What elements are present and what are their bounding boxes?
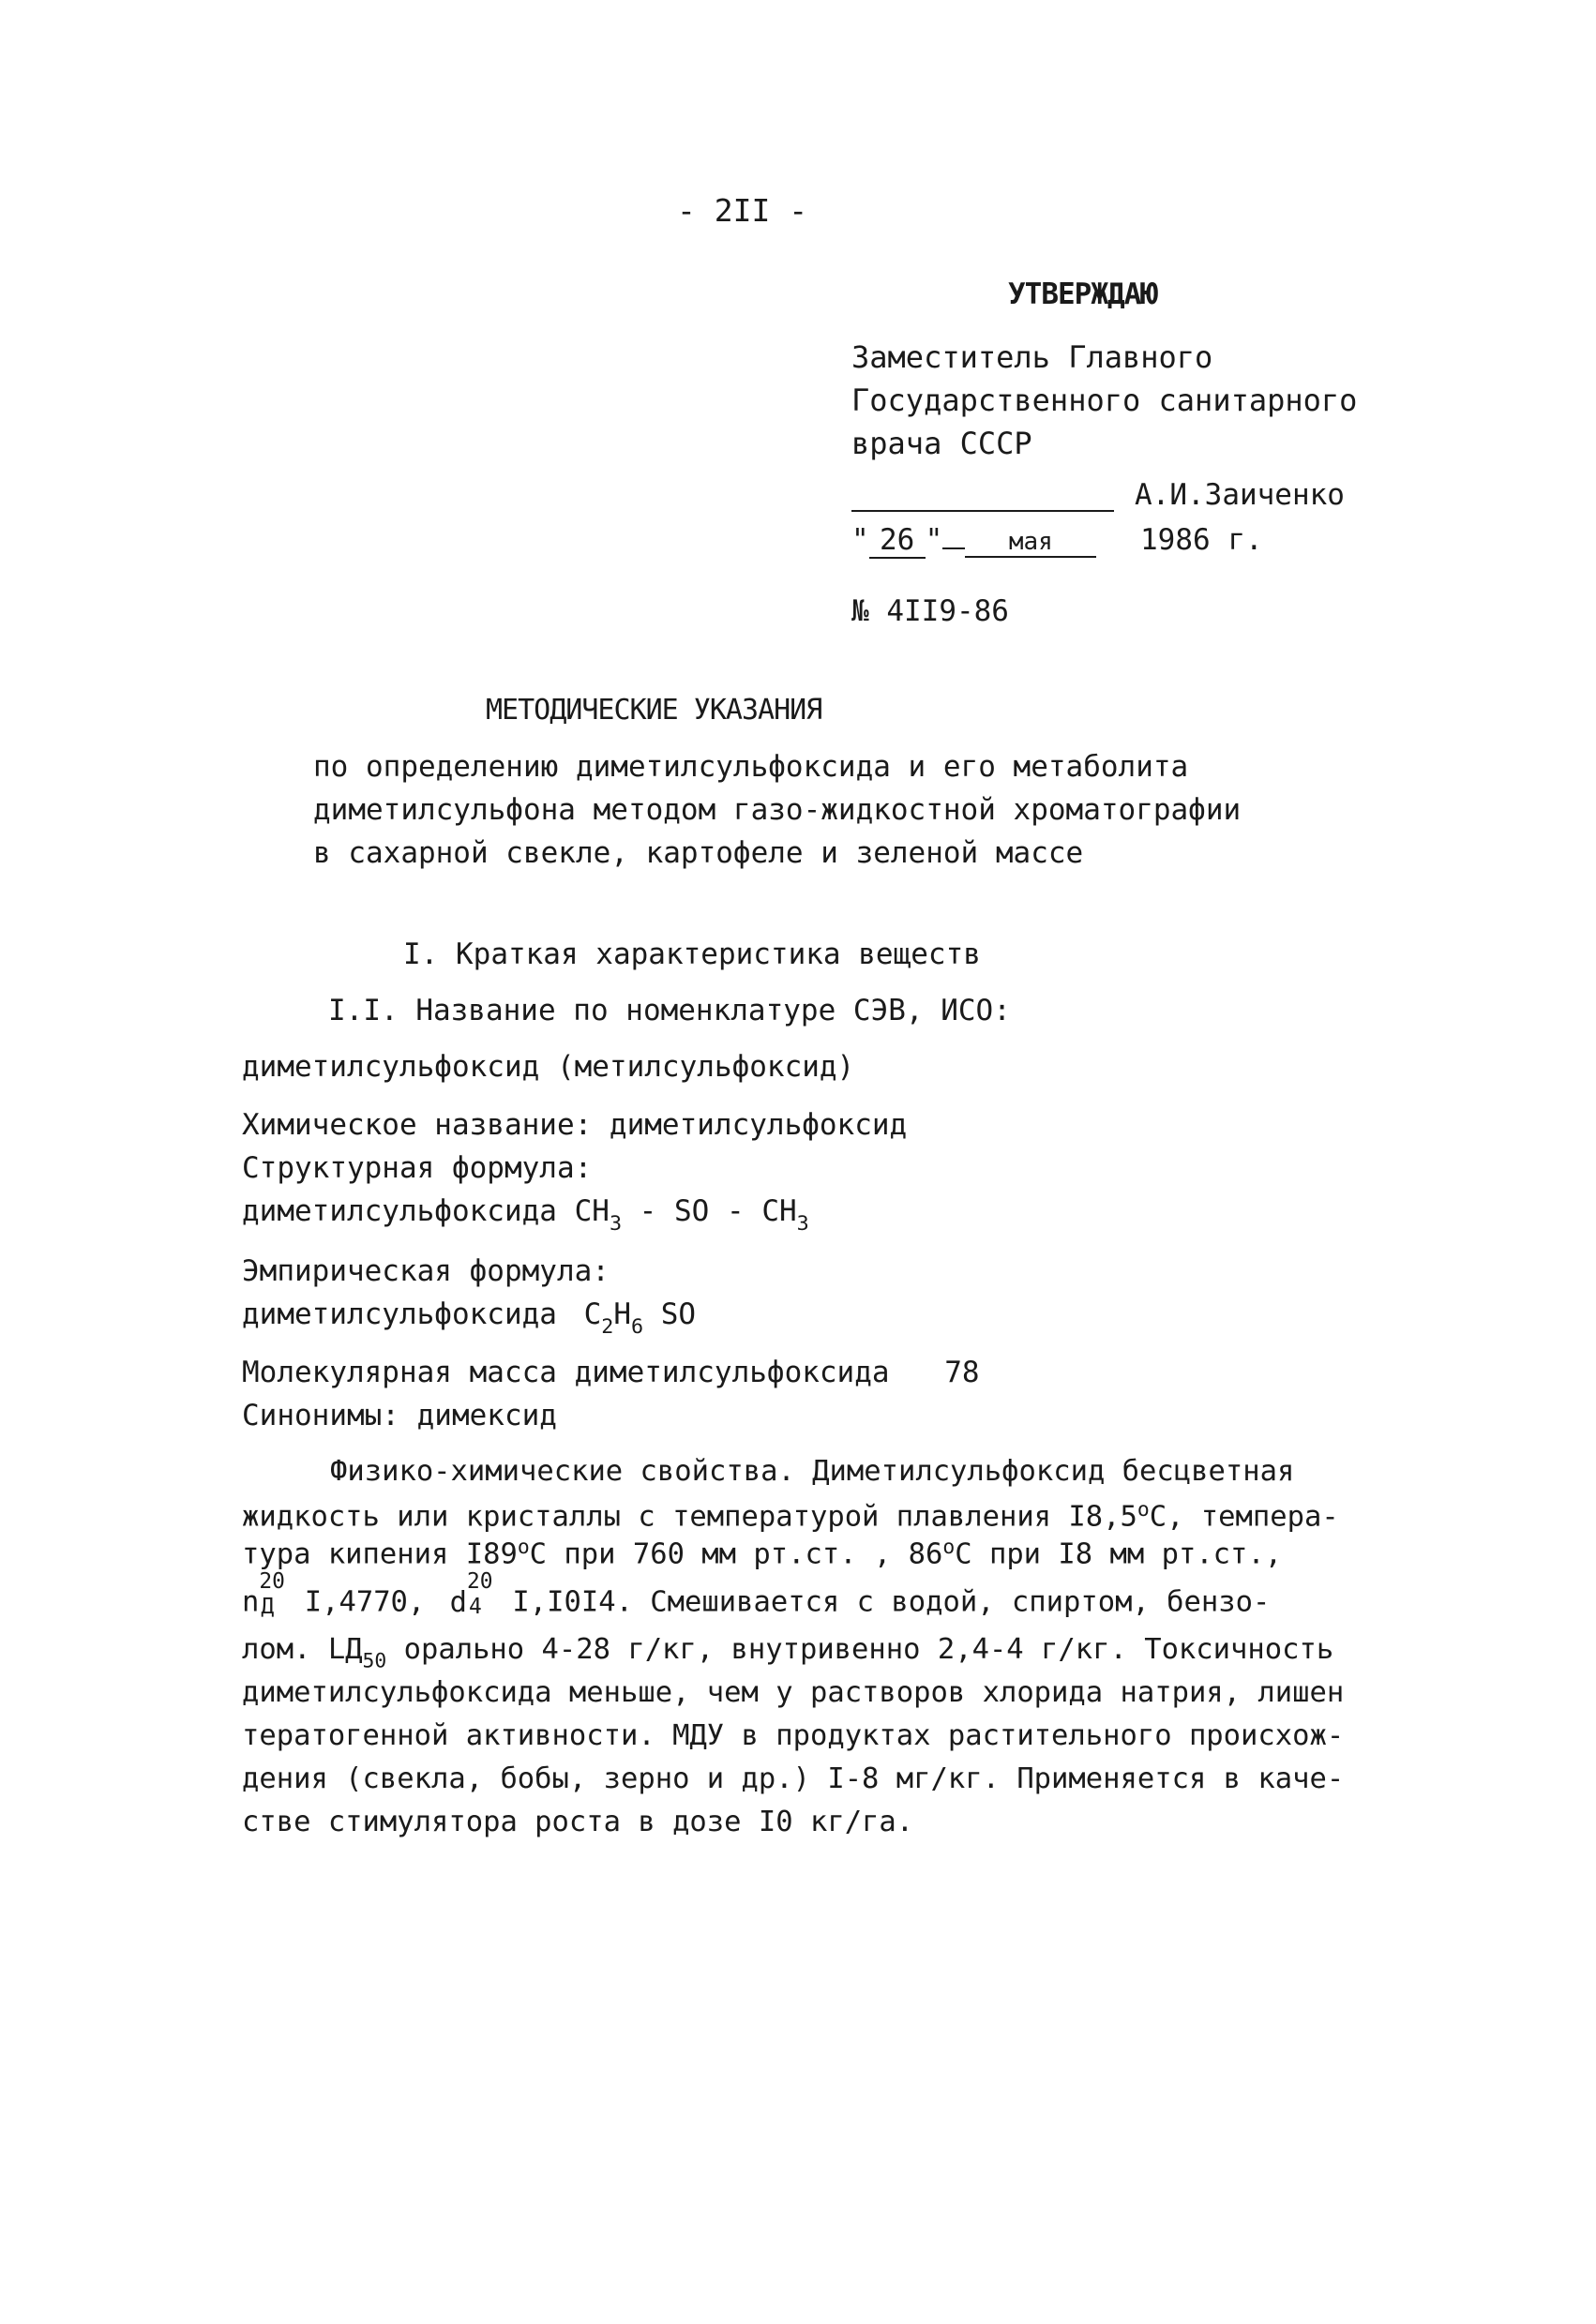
refractive-index-symbol: n [242, 1585, 260, 1619]
structural-formula [242, 1194, 809, 1236]
para-text: тура кипения I89 [242, 1537, 518, 1571]
para-text: I,I0I4. Смешивается с водой, спиртом, бензо- [495, 1585, 1271, 1619]
chemical-name: Химическое название: диметилсульфоксид [242, 1108, 908, 1142]
empirical-formula-label: Эмпирическая формула: [242, 1254, 610, 1288]
para-text: лом. LД [242, 1633, 363, 1666]
density-indices [467, 1569, 495, 1619]
para-text: орально 4-28 г/кг, внутривенно 2,4-4 г/кг. Токсичность [386, 1633, 1334, 1666]
degree-sign: o [1137, 1498, 1150, 1522]
section-heading-1-1: I.I. Название по номенклатуре СЭВ, ИСО: [328, 994, 1011, 1027]
date-month: мая [965, 528, 1096, 558]
date-open-quote: " [851, 523, 869, 557]
paragraph-line-2 [242, 1498, 1339, 1534]
paragraph-line-3 [242, 1536, 1282, 1571]
paragraph-line-4 [242, 1569, 1271, 1619]
structural-formula-label: Структурная формула: [242, 1151, 593, 1185]
document-type-heading: МЕТОДИЧЕСКИЕ УКАЗАНИЯ [486, 694, 822, 727]
paragraph-line-5 [242, 1633, 1333, 1673]
index-superscript: 20 [467, 1569, 493, 1595]
substance-name: диметилсульфоксид (метилсульфоксид) [242, 1050, 855, 1084]
molecular-mass [242, 1356, 980, 1389]
empirical-formula-prefix: диметилсульфоксида [242, 1297, 557, 1331]
approval-line-3: врача СССР [851, 426, 1032, 461]
formula-h: H [613, 1297, 632, 1331]
date-close-quote: " [925, 523, 943, 557]
formula-sub: 6 [631, 1314, 644, 1339]
paragraph-line-1: Физико-химические свойства. Диметилсульфоксид бесцветная [330, 1455, 1295, 1488]
formula-sub: 3 [796, 1211, 809, 1236]
index-superscript: 20 [259, 1569, 285, 1595]
page-number: - 2II - [677, 192, 808, 229]
molecular-mass-label: Молекулярная масса диметилсульфоксида [242, 1356, 890, 1389]
signer-name: А.И.Заиченко [1135, 478, 1345, 512]
degree-sign: o [517, 1536, 530, 1559]
paragraph-line-8: дения (свекла, бобы, зерно и др.) I-8 мг/кг. Применяется в каче- [242, 1762, 1345, 1795]
date-year: 1986 г. [1140, 523, 1263, 557]
subtitle-line-2: диметилсульфона методом газо-жидкостной хроматографии [313, 793, 1242, 827]
refractive-index-indices [259, 1569, 287, 1619]
formula-sub: 2 [601, 1314, 614, 1339]
molecular-mass-value: 78 [944, 1356, 980, 1389]
date-day: 26 [869, 523, 926, 559]
date-gap [942, 547, 965, 549]
formula-sub: 3 [609, 1211, 623, 1236]
paragraph-line-7: тератогенной активности. МДУ в продуктах растительного происхож- [242, 1719, 1345, 1752]
paragraph-line-9: стве стимулятора роста в дозе I0 кг/га. [242, 1806, 914, 1838]
para-text: жидкость или кристаллы с температурой плавления I8,5 [242, 1500, 1137, 1534]
subtitle-line-1: по определению диметилсульфоксида и его метаболита [313, 750, 1189, 784]
formula-mid: - SO - CH [622, 1194, 797, 1228]
approval-line-2: Государственного санитарного [851, 382, 1358, 418]
document-number: № 4II9-86 [851, 594, 1009, 628]
subtitle-line-3: в сахарной свекле, картофеле и зеленой массе [313, 836, 1084, 870]
synonyms: Синонимы: димексид [242, 1399, 557, 1432]
paragraph-line-6: диметилсульфоксида меньше, чем у растворов хлорида натрия, лишен [242, 1676, 1345, 1709]
approval-date [851, 523, 1263, 559]
index-subscript: Д [261, 1594, 275, 1619]
structural-formula-prefix: диметилсульфоксида [242, 1194, 557, 1228]
degree-sign: o [942, 1536, 956, 1559]
approval-line-1: Заместитель Главного [851, 339, 1213, 375]
para-text: С, темпера- [1149, 1500, 1339, 1534]
section-heading-1: I. Краткая характеристика веществ [403, 937, 981, 971]
empirical-formula [242, 1297, 696, 1339]
signature-line [851, 484, 1114, 512]
formula-so: SO [660, 1297, 697, 1331]
index-subscript: 4 [469, 1594, 482, 1619]
density-symbol: d [449, 1585, 468, 1619]
approval-title: УТВЕРЖДАЮ [1008, 277, 1157, 311]
formula-ch3-a: CH [574, 1194, 610, 1228]
para-text: I,4770, [287, 1585, 426, 1619]
para-text: С при 760 мм рт.ст. , 86 [529, 1537, 943, 1571]
ld50-subscript: 50 [362, 1649, 387, 1673]
para-text: С при I8 мм рт.ст., [955, 1537, 1283, 1571]
formula-c: C [583, 1297, 602, 1331]
